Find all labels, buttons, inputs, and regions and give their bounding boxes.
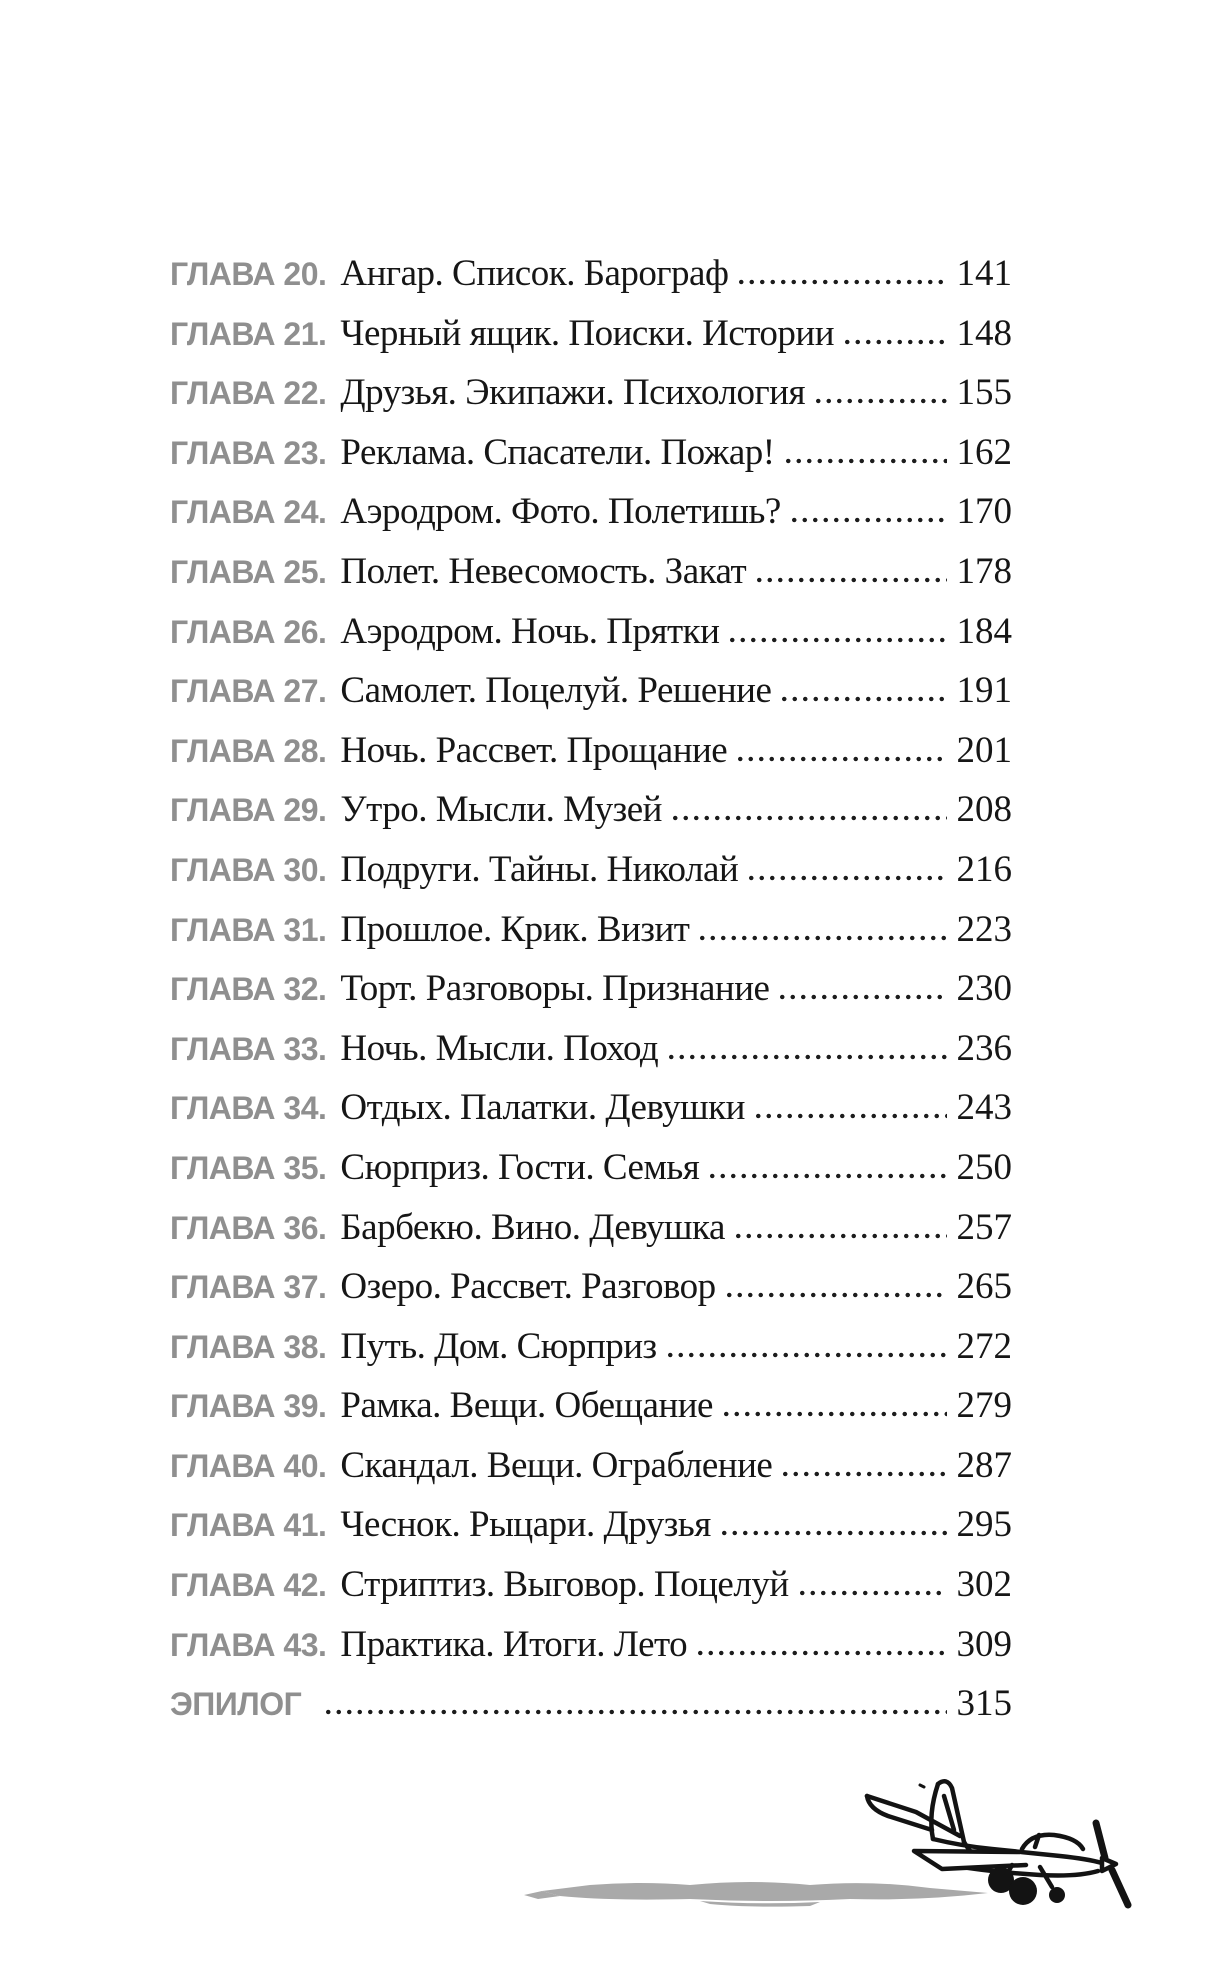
dot-leader [754,577,946,583]
chapter-label: ГЛАВА 43. [170,1626,327,1663]
page-number: 201 [956,729,1012,771]
dot-leader [779,696,946,702]
page-number: 162 [956,431,1012,473]
chapter-title: Реклама. Спасатели. Пожар! [340,431,775,473]
toc-row [170,1146,1012,1206]
chapter-title: Сюрприз. Гости. Семья [340,1146,700,1188]
toc-row [170,1682,1012,1742]
toc-row [170,788,1012,848]
toc-row [170,848,1012,908]
chapter-title: Утро. Мысли. Музей [340,789,662,831]
dot-leader [780,1471,946,1477]
toc-row [170,1503,1012,1563]
chapter-label: ГЛАВА 34. [170,1090,327,1127]
chapter-label: ГЛАВА 37. [170,1269,327,1306]
page-number: 230 [956,968,1012,1010]
chapter-label: ГЛАВА 35. [170,1149,327,1186]
chapter-title: Торт. Разговоры. Признание [340,968,770,1010]
chapter-label: ЭПИЛОГ [170,1686,302,1723]
toc-row [170,729,1012,789]
chapter-title: Чеснок. Рыцари. Друзья [340,1504,711,1546]
toc-row [170,1027,1012,1087]
dot-leader [707,1173,946,1179]
chapter-label: ГЛАВА 23. [170,434,327,471]
toc-row [170,1384,1012,1444]
dot-leader [727,637,946,643]
chapter-label: ГЛАВА 26. [170,613,327,650]
page-number: 309 [956,1623,1012,1665]
chapter-title: Практика. Итоги. Лето [340,1623,688,1665]
page-number: 208 [956,789,1012,831]
chapter-label: ГЛАВА 32. [170,971,327,1008]
chapter-label: ГЛАВА 24. [170,494,327,531]
dot-leader [697,935,946,941]
dot-leader [783,458,947,464]
toc-row [170,1623,1012,1683]
chapter-title: Ангар. Список. Барограф [340,253,729,294]
page-number: 184 [956,610,1012,652]
chapter-label: ГЛАВА 41. [170,1507,327,1544]
dot-leader [670,815,947,821]
toc-row [170,252,1012,312]
chapter-label: ГЛАВА 40. [170,1447,327,1484]
page-number: 279 [956,1385,1012,1427]
runway-streak-shape [524,1882,988,1907]
page-number: 141 [956,253,1012,294]
chapter-label: ГЛАВА 20. [170,256,327,292]
dot-leader [789,517,947,523]
page-number: 315 [956,1683,1012,1725]
toc-row [170,1444,1012,1504]
chapter-title: Прошлое. Крик. Визит [340,908,690,950]
dot-leader [733,1233,947,1239]
toc-row [170,908,1012,968]
toc-row [170,431,1012,491]
dot-leader [666,1054,946,1060]
chapter-title: Рамка. Вещи. Обещание [340,1385,713,1427]
page-number: 265 [956,1266,1012,1308]
toc-row [170,610,1012,670]
toc-row [170,967,1012,1027]
toc-row [170,490,1012,550]
page-number: 223 [956,908,1012,950]
chapter-title: Ночь. Рассвет. Прощание [340,729,728,771]
chapter-label: ГЛАВА 22. [170,375,327,412]
chapter-label: ГЛАВА 39. [170,1388,327,1425]
chapter-label: ГЛАВА 27. [170,673,327,710]
chapter-title: Полет. Невесомость. Закат [340,550,747,592]
page-number: 155 [956,372,1012,414]
dot-leader [736,279,946,285]
chapter-title: Путь. Дом. Сюрприз [340,1325,657,1367]
page-number: 250 [956,1146,1012,1188]
dot-leader [719,1530,947,1536]
toc-row [170,550,1012,610]
toc-row [170,1325,1012,1385]
chapter-label: ГЛАВА 21. [170,315,327,352]
dot-leader [842,339,946,345]
page-number: 236 [956,1027,1012,1069]
chapter-title: Стриптиз. Выговор. Поцелуй [340,1564,789,1606]
page-number: 302 [956,1564,1012,1606]
dot-leader [695,1650,946,1656]
chapter-label: ГЛАВА 42. [170,1567,327,1604]
chapter-title: Подруги. Тайны. Николай [340,848,739,890]
chapter-title: Ночь. Мысли. Поход [340,1027,659,1069]
chapter-title: Аэродром. Фото. Полетишь? [340,491,781,533]
page-number: 170 [956,491,1012,533]
chapter-label: ГЛАВА 38. [170,1328,327,1365]
dot-leader [777,994,946,1000]
dot-leader [746,875,946,881]
dot-leader [323,1709,946,1715]
page-number: 272 [956,1325,1012,1367]
table-of-contents [170,252,1012,1742]
chapter-label: ГЛАВА 31. [170,911,327,948]
page-number: 295 [956,1504,1012,1546]
page-number: 191 [956,670,1012,712]
chapter-title: Аэродром. Ночь. Прятки [340,610,720,652]
page-number: 216 [956,848,1012,890]
toc-row [170,1563,1012,1623]
page-number: 148 [956,312,1012,354]
chapter-label: ГЛАВА 33. [170,1030,327,1067]
page-number: 243 [956,1087,1012,1129]
chapter-label: ГЛАВА 36. [170,1209,327,1246]
dot-leader [735,756,946,762]
chapter-title: Озеро. Рассвет. Разговор [340,1266,716,1308]
toc-row [170,371,1012,431]
airplane-illustration [520,1752,1160,1967]
chapter-title: Черный ящик. Поиски. Истории [340,312,835,354]
toc-row [170,1206,1012,1266]
page-number: 287 [956,1444,1012,1486]
page-number: 257 [956,1206,1012,1248]
toc-row [170,1265,1012,1325]
chapter-title: Скандал. Вещи. Ограбление [340,1444,773,1486]
chapter-title: Самолет. Поцелуй. Решение [340,670,772,712]
toc-row [170,312,1012,372]
chapter-label: ГЛАВА 25. [170,553,327,590]
chapter-label: ГЛАВА 28. [170,732,327,769]
dot-leader [797,1590,947,1596]
toc-row [170,669,1012,729]
chapter-title: Друзья. Экипажи. Психология [340,372,805,414]
dot-leader [724,1292,947,1298]
dot-leader [665,1352,947,1358]
page-number: 178 [956,550,1012,592]
toc-row [170,1086,1012,1146]
chapter-title: Отдых. Палатки. Девушки [340,1087,745,1129]
dot-leader [721,1411,947,1417]
chapter-label: ГЛАВА 29. [170,792,327,829]
chapter-title: Барбекю. Вино. Девушка [340,1206,725,1248]
chapter-label: ГЛАВА 30. [170,851,327,888]
dot-leader [813,398,947,404]
dot-leader [753,1113,947,1119]
